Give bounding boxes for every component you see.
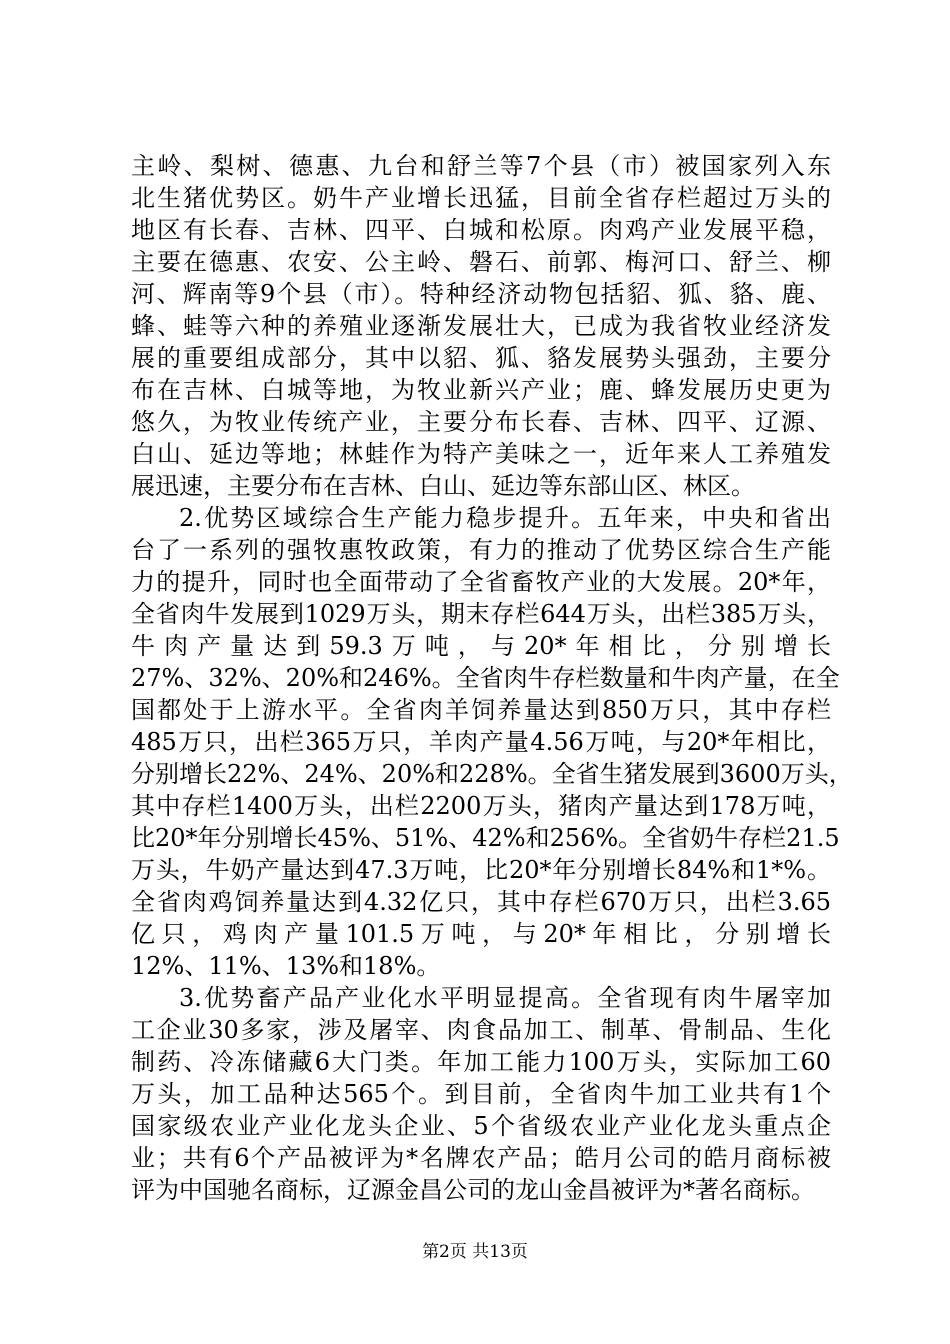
text-line: 地区有长春、吉林、四平、白城和松原。肉鸡产业发展平稳， [131, 216, 831, 244]
paragraph [131, 150, 831, 502]
text-line: 485万只，出栏365万只，羊肉产量4.56万吨，与20*年相比， [131, 728, 831, 756]
text-line: 台了一系列的强牧惠牧政策，有力的推动了优势区综合生产能 [131, 536, 831, 564]
text-line: 27%、32%、20%和246%。全省肉牛存栏数量和牛肉产量，在全 [131, 664, 840, 692]
text-line: 全省肉鸡饲养量达到4.32亿只，其中存栏670万只，出栏3.65 [131, 888, 831, 916]
text-line: 河、辉南等9个县（市）。特种经济动物包括貂、狐、貉、鹿、 [131, 280, 831, 308]
text-line: 分别增长22%、24%、20%和228%。全省生猪发展到3600万头， [131, 760, 853, 788]
text-line: 评为中国驰名商标，辽源金昌公司的龙山金昌被评为*著名商标。 [131, 1176, 815, 1204]
text-line: 2.优势区域综合生产能力稳步提升。五年来，中央和省出 [179, 504, 831, 532]
text-line: 悠久，为牧业传统产业，主要分布长春、吉林、四平、辽源、 [131, 408, 831, 436]
text-line: 布在吉林、白城等地，为牧业新兴产业；鹿、蜂发展历史更为 [131, 376, 831, 404]
text-line: 业；共有6个产品被评为*名牌农产品；皓月公司的皓月商标被 [131, 1144, 831, 1172]
text-line: 12%、11%、13%和18%。 [131, 952, 441, 980]
text-line: 全省肉牛发展到1029万头，期末存栏644万头，出栏385万头， [131, 600, 831, 628]
text-line: 北生猪优势区。奶牛产业增长迅猛，目前全省存栏超过万头的 [131, 184, 831, 212]
document-body [131, 150, 853, 1206]
page-footer: 第2页 共13页 [422, 1242, 528, 1262]
text-line: 国都处于上游水平。全省肉羊饲养量达到850万只，其中存栏 [131, 696, 831, 724]
text-line: 万头，牛奶产量达到47.3万吨，比20*年分别增长84%和1*%。 [131, 856, 831, 884]
text-line: 万头，加工品种达565个。到目前，全省肉牛加工业共有1个 [131, 1080, 831, 1108]
text-line: 其中存栏1400万头，出栏2200万头，猪肉产量达到178万吨， [131, 792, 831, 820]
text-line: 蜂、蛙等六种的养殖业逐渐发展壮大，已成为我省牧业经济发 [131, 312, 831, 340]
text-line: 比20*年分别增长45%、51%、42%和256%。全省奶牛存栏21.5 [131, 824, 840, 852]
text-line: 主岭、梨树、德惠、九台和舒兰等7个县（市）被国家列入东 [131, 152, 831, 180]
text-line: 牛肉产量达到59.3万吨，与20*年相比，分别增长 [131, 632, 831, 660]
text-line: 工企业30多家，涉及屠宰、肉食品加工、制革、骨制品、生化 [131, 1016, 831, 1044]
text-line: 展迅速，主要分布在吉林、白山、延边等东部山区、林区。 [131, 472, 755, 500]
text-line: 国家级农业产业化龙头企业、5个省级农业产业化龙头重点企 [131, 1112, 831, 1140]
text-line: 主要在德惠、农安、公主岭、磐石、前郭、梅河口、舒兰、柳 [131, 248, 831, 276]
text-line: 力的提升，同时也全面带动了全省畜牧产业的大发展。20*年， [131, 568, 831, 596]
text-line: 白山、延边等地；林蛙作为特产美味之一，近年来人工养殖发 [131, 440, 831, 468]
text-line: 3.优势畜产品产业化水平明显提高。全省现有肉牛屠宰加 [179, 984, 831, 1012]
text-line: 展的重要组成部分，其中以貂、狐、貉发展势头强劲，主要分 [131, 344, 831, 372]
text-line: 制药、冷冻储藏6大门类。年加工能力100万头，实际加工60 [131, 1048, 831, 1076]
paragraph [131, 982, 831, 1206]
text-line: 亿只，鸡肉产量101.5万吨，与20*年相比，分别增长 [131, 920, 831, 948]
paragraph [131, 502, 853, 982]
